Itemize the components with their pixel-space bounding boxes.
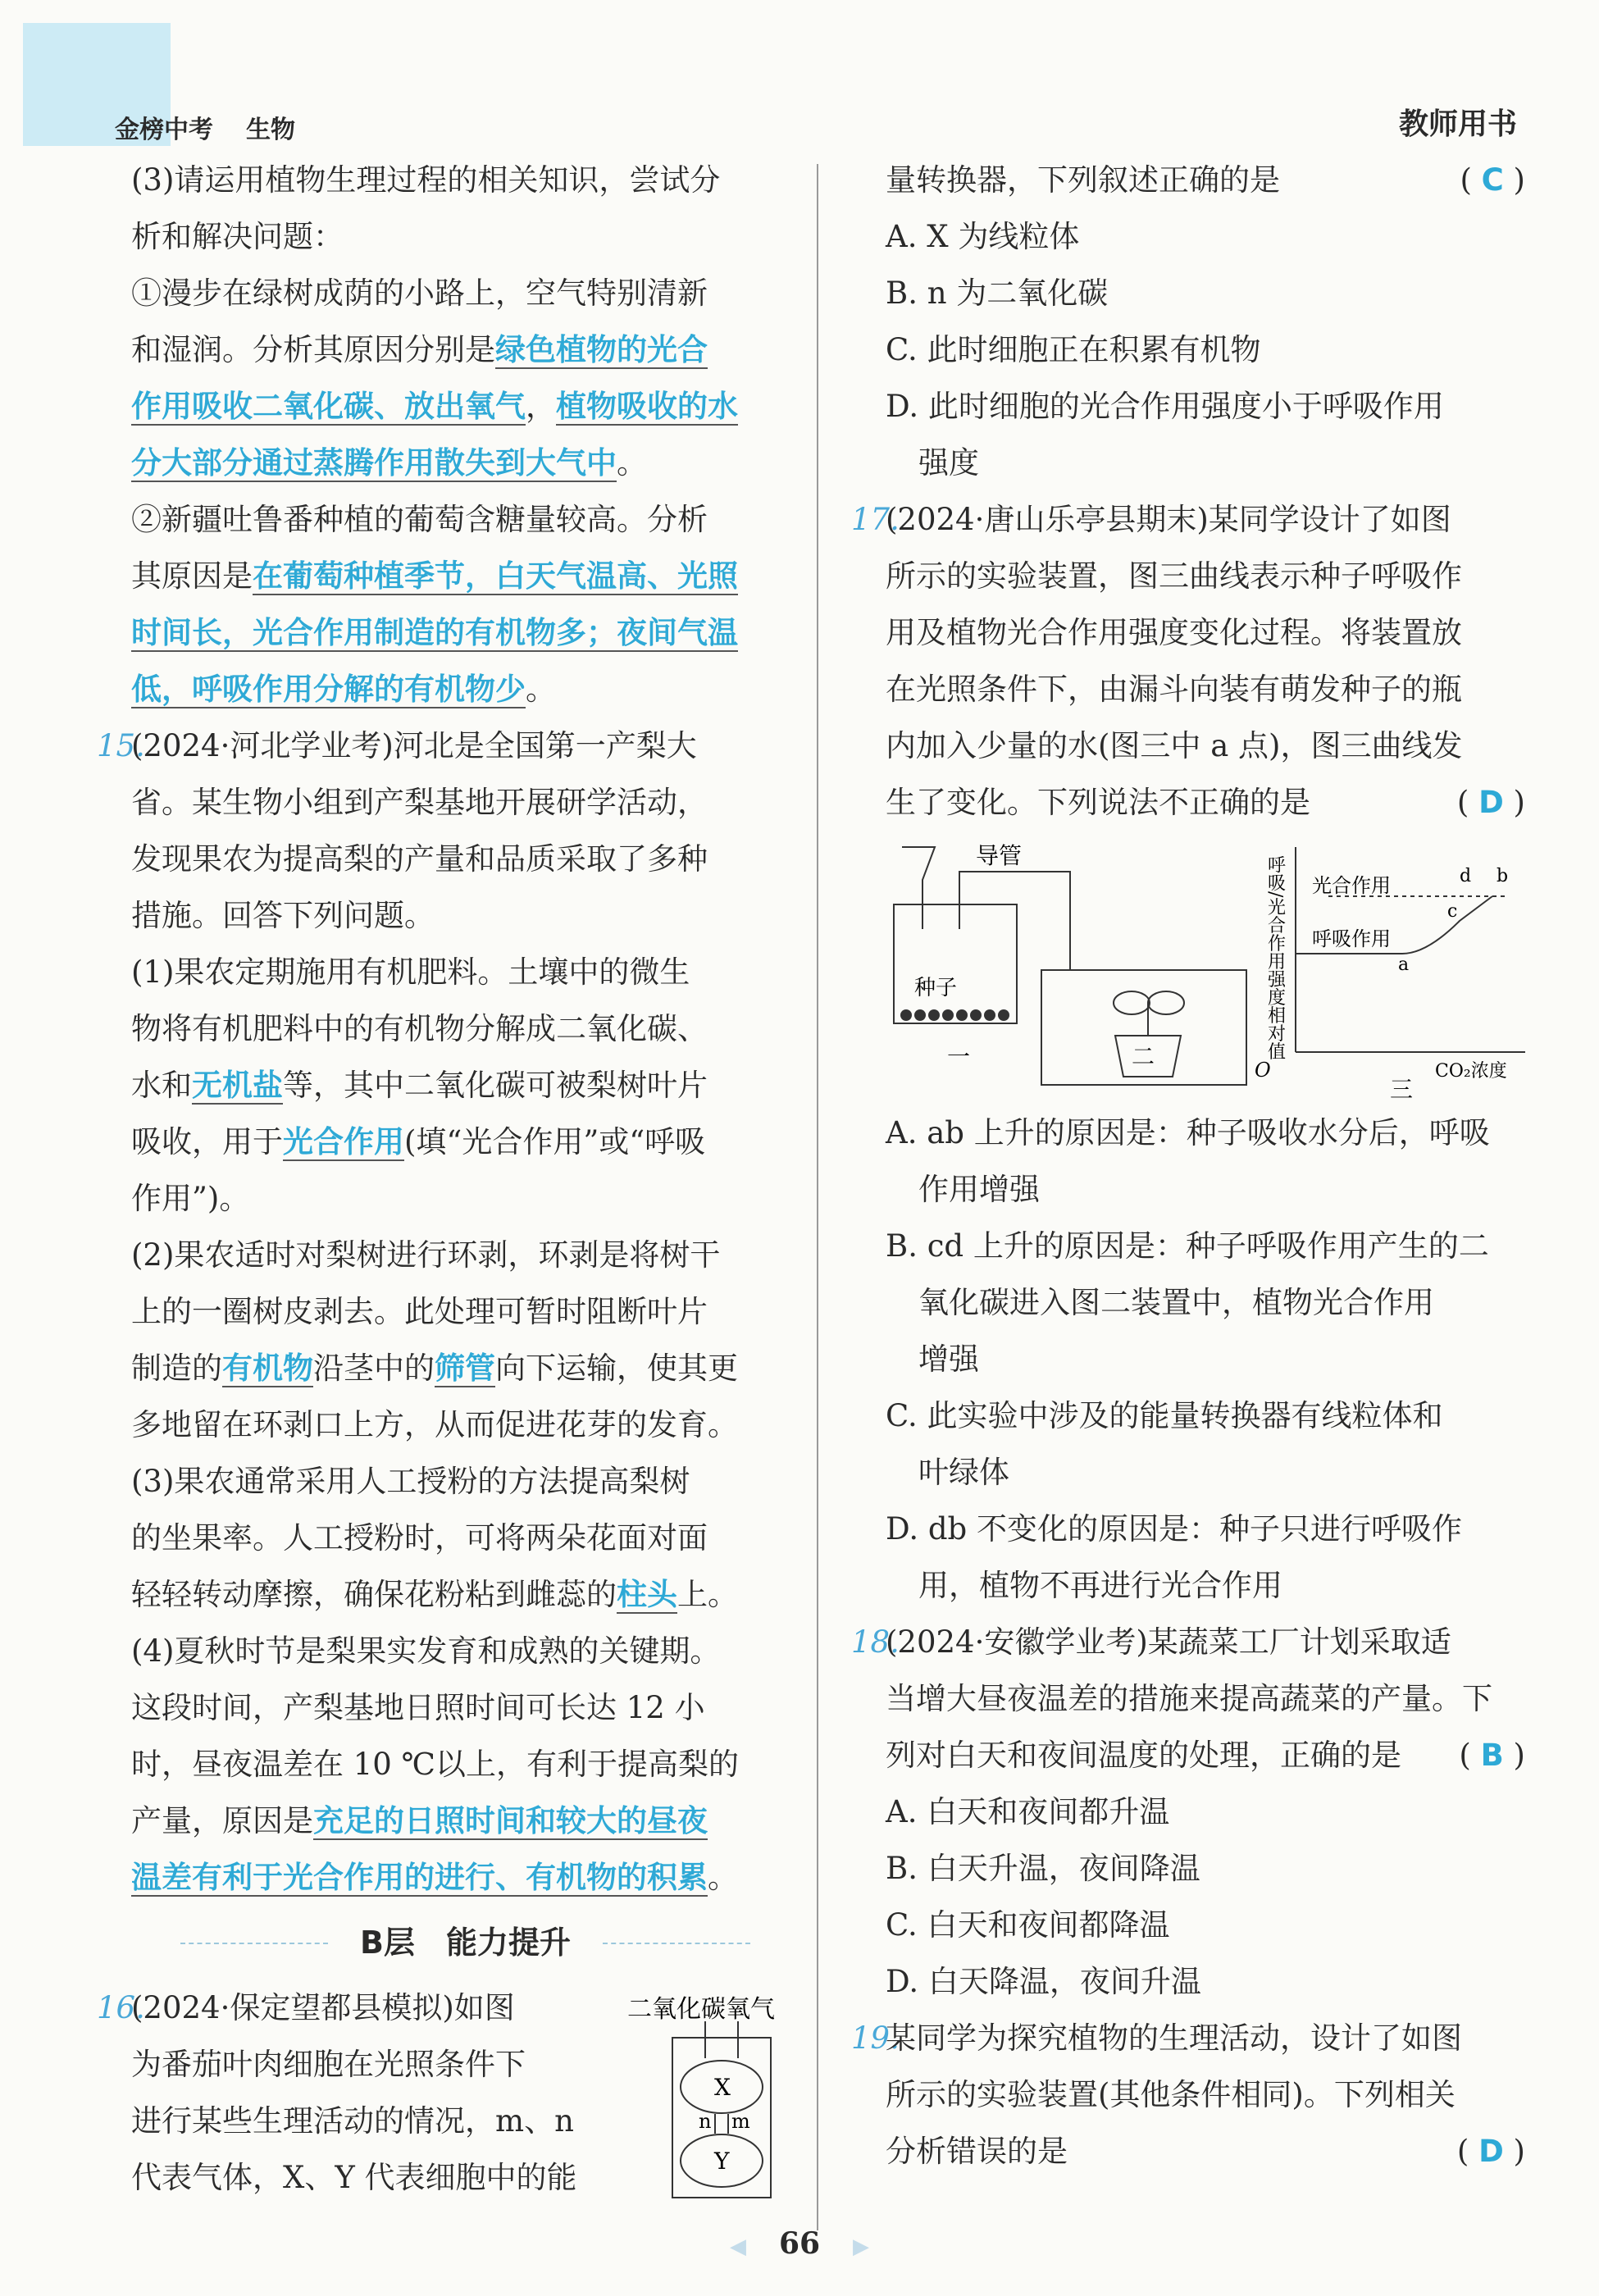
answer-choice: D <box>1478 2134 1504 2169</box>
right-column <box>851 152 1525 2180</box>
answer-choice: B <box>1480 1738 1504 1773</box>
svg-text:m: m <box>731 2110 750 2133</box>
seeds <box>900 1009 1009 1021</box>
text-line: 时，昼夜温差在 10 ℃以上，有利于提高梨的 <box>131 1747 739 1782</box>
answer-text: 绿色植物的光合 <box>495 331 708 367</box>
text-line: 进行某些生理活动的情况，m、n <box>131 2103 574 2139</box>
text-line: 当增大昼夜温差的措施来提高蔬菜的产量。下 <box>886 1681 1492 1716</box>
section-heading: B层 能力提升 <box>131 1906 800 1979</box>
label-co2: 二氧化碳 <box>627 1995 726 2024</box>
svg-text:c: c <box>1447 901 1458 922</box>
svg-text:一: 一 <box>947 1043 971 1070</box>
question-number: 16. <box>97 1990 145 2025</box>
option: 用，植物不再进行光合作用 <box>918 1568 1282 1603</box>
option: D. 此时细胞的光合作用强度小于呼吸作用 <box>886 389 1444 424</box>
answer-text: 温差有利于光合作用的进行、有机物的积累 <box>131 1859 708 1895</box>
svg-text:b: b <box>1496 866 1509 886</box>
label-o2: 氧气 <box>726 1995 775 2024</box>
text-line: 作用”)。 <box>131 1181 250 1216</box>
svg-text:呼吸/光合作用强度相对值: 呼吸/光合作用强度相对值 <box>1264 855 1286 1060</box>
question-19: 19.某同学为探究植物的生理活动，设计了如图 <box>886 2010 1525 2066</box>
text-line: 温差有利于光合作用的进行、有机物的积累。 <box>131 1859 738 1895</box>
cell-diagram <box>623 1993 787 2206</box>
answer-choice: D <box>1478 785 1504 820</box>
answer-text: 植物吸收的水 <box>556 388 738 424</box>
option: B. 白天升温，夜间降温 <box>886 1851 1200 1886</box>
answer-text: 有机物 <box>222 1350 313 1386</box>
svg-text:二: 二 <box>1132 1043 1155 1070</box>
question-16: 16.(2024·保定望都县模拟)如图 <box>131 1979 800 2036</box>
svg-text:呼吸作用: 呼吸作用 <box>1312 927 1391 950</box>
text-line: (1)果农定期施用有机肥料。土壤中的微生 <box>131 954 690 990</box>
text-line: ②新疆吐鲁番种植的葡萄含糖量较高。分析 <box>131 502 708 537</box>
option: 作用增强 <box>918 1172 1040 1207</box>
page-number: ◀ 66 ▶ <box>729 2226 870 2261</box>
text-line: 多地留在环剥口上方，从而促进花芽的发育。 <box>131 1407 738 1442</box>
text-line: 吸收，用于光合作用(填“光合作用”或“呼吸 <box>131 1123 706 1159</box>
text-line: (3)请运用植物生理过程的相关知识，尝试分 <box>131 162 721 198</box>
text-line: 这段时间，产梨基地日照时间可长达 12 小 <box>131 1690 705 1725</box>
text-line: (3)果农通常采用人工授粉的方法提高梨树 <box>131 1464 690 1499</box>
svg-text:a: a <box>1398 954 1410 975</box>
question-number: 17. <box>851 502 900 537</box>
teacher-edition-label: 教师用书 <box>1398 107 1517 141</box>
text-line: 析和解决问题： <box>131 219 344 254</box>
svg-text:d: d <box>1460 866 1472 886</box>
text-line: 的坐果率。人工授粉时，可将两朵花面对面 <box>131 1520 708 1556</box>
text-line: 内加入少量的水(图三中 a 点)，图三曲线发 <box>886 728 1463 763</box>
text-line: 其原因是在葡萄种植季节，白天气温高、光照 <box>131 558 738 594</box>
svg-text:光合作用: 光合作用 <box>1312 874 1391 897</box>
text-line: 生了变化。下列说法不正确的是 ( D ) <box>886 785 1525 820</box>
question-number: 15. <box>97 728 145 763</box>
answer-text: 低，呼吸作用分解的有机物少 <box>131 671 526 707</box>
answer-text: 在葡萄种植季节，白天气温高、光照 <box>253 558 738 594</box>
option: C. 此实验中涉及的能量转换器有线粒体和 <box>886 1398 1443 1433</box>
option: A. X 为线粒体 <box>886 219 1080 254</box>
svg-text:Y: Y <box>714 2148 730 2175</box>
text-line: 轻轻转动摩擦，确保花粉粘到雌蕊的柱头上。 <box>131 1576 738 1612</box>
svg-text:三: 三 <box>1390 1076 1414 1103</box>
answer-choice: C <box>1481 162 1504 198</box>
option: A. ab 上升的原因是：种子吸收水分后，呼吸 <box>886 1115 1490 1150</box>
question-number: 19. <box>851 2020 900 2056</box>
experiment-figure <box>886 831 1525 1101</box>
question-15: 15.(2024·河北学业考)河北是全国第一产梨大 <box>131 718 800 774</box>
option: 强度 <box>918 445 979 481</box>
text-line: 用及植物光合作用强度变化过程。将装置放 <box>886 615 1462 650</box>
text-line: 代表气体，X、Y 代表细胞中的能 <box>131 2160 577 2195</box>
option: B. cd 上升的原因是：种子呼吸作用产生的二 <box>886 1228 1489 1264</box>
svg-text:导管: 导管 <box>976 842 1023 869</box>
subject-title: 生物 <box>246 116 295 144</box>
text-line: 作用吸收二氧化碳、放出氧气，植物吸收的水 <box>131 388 738 424</box>
answer-text: 时间长，光合作用制造的有机物多；夜间气温 <box>131 614 738 650</box>
text-line: 分析错误的是 ( D ) <box>886 2134 1525 2169</box>
answer-text: 筛管 <box>435 1350 495 1386</box>
text-line: 列对白天和夜间温度的处理，正确的是 ( B ) <box>886 1738 1525 1773</box>
left-column <box>97 152 800 2206</box>
option: C. 此时细胞正在积累有机物 <box>886 332 1261 367</box>
answer-text: 光合作用 <box>283 1123 404 1159</box>
text-line: 物将有机肥料中的有机物分解成二氧化碳、 <box>131 1011 708 1046</box>
book-title: 金榜中考 <box>115 116 213 144</box>
option: 叶绿体 <box>918 1455 1009 1490</box>
option: A. 白天和夜间都升温 <box>886 1794 1170 1829</box>
answer-text: 柱头 <box>617 1576 677 1612</box>
option: D. 白天降温，夜间升温 <box>886 1964 1201 1999</box>
text-line: 和湿润。分析其原因分别是绿色植物的光合 <box>131 331 708 367</box>
text-line: 水和无机盐等，其中二氧化碳可被梨树叶片 <box>131 1067 708 1103</box>
question-17: 17.(2024·唐山乐亭县期末)某同学设计了如图 <box>886 491 1525 548</box>
text-line: 发现果农为提高梨的产量和品质采取了多种 <box>131 841 708 877</box>
text-line <box>131 604 800 661</box>
svg-text:种子: 种子 <box>914 976 958 1000</box>
svg-text:O: O <box>1255 1059 1271 1082</box>
answer-text: 分大部分通过蒸腾作用散失到大气中 <box>131 444 617 481</box>
option: 增强 <box>918 1342 979 1377</box>
option: 氧化碳进入图二装置中，植物光合作用 <box>918 1285 1434 1320</box>
option: D. db 不变化的原因是：种子只进行呼吸作 <box>886 1511 1462 1547</box>
text-line: ①漫步在绿树成荫的小路上，空气特别清新 <box>131 276 708 311</box>
svg-text:n: n <box>699 2110 712 2133</box>
option: C. 白天和夜间都降温 <box>886 1907 1170 1943</box>
text-line: 所示的实验装置，图三曲线表示种子呼吸作 <box>886 558 1462 594</box>
option: B. n 为二氧化碳 <box>886 276 1109 311</box>
text-line: 量转换器，下列叙述正确的是 ( C ) <box>886 162 1525 198</box>
answer-text: 作用吸收二氧化碳、放出氧气 <box>131 388 526 424</box>
text-line: 制造的有机物沿茎中的筛管向下运输，使其更 <box>131 1350 738 1386</box>
text-line: 在光照条件下，由漏斗向装有萌发种子的瓶 <box>886 672 1462 707</box>
text-line: 上的一圈树皮剥去。此处理可暂时阻断叶片 <box>131 1294 708 1329</box>
text-line: 分大部分通过蒸腾作用散失到大气中。 <box>131 444 647 481</box>
column-divider <box>817 164 818 2230</box>
answer-text: 无机盐 <box>192 1067 283 1103</box>
text-line: (2)果农适时对梨树进行环剥，环剥是将树干 <box>131 1237 721 1273</box>
text-line: 低，呼吸作用分解的有机物少。 <box>131 671 556 707</box>
svg-text:CO₂浓度: CO₂浓度 <box>1435 1061 1507 1082</box>
answer-text: 充足的日照时间和较大的昼夜 <box>313 1802 708 1838</box>
text-line: (4)夏秋时节是梨果实发育和成熟的关键期。 <box>131 1633 721 1669</box>
text-line: 为番茄叶肉细胞在光照条件下 <box>131 2047 526 2082</box>
question-18: 18.(2024·安徽学业考)某蔬菜工厂计划采取适 <box>886 1614 1525 1670</box>
text-line: 产量，原因是充足的日照时间和较大的昼夜 <box>131 1802 708 1838</box>
text-line: 所示的实验装置(其他条件相同)。下列相关 <box>886 2077 1456 2112</box>
svg-text:X: X <box>714 2074 731 2101</box>
text-line: 措施。回答下列问题。 <box>131 898 435 933</box>
question-number: 18. <box>851 1624 900 1660</box>
text-line: 省。某生物小组到产梨基地开展研学活动， <box>131 785 708 820</box>
